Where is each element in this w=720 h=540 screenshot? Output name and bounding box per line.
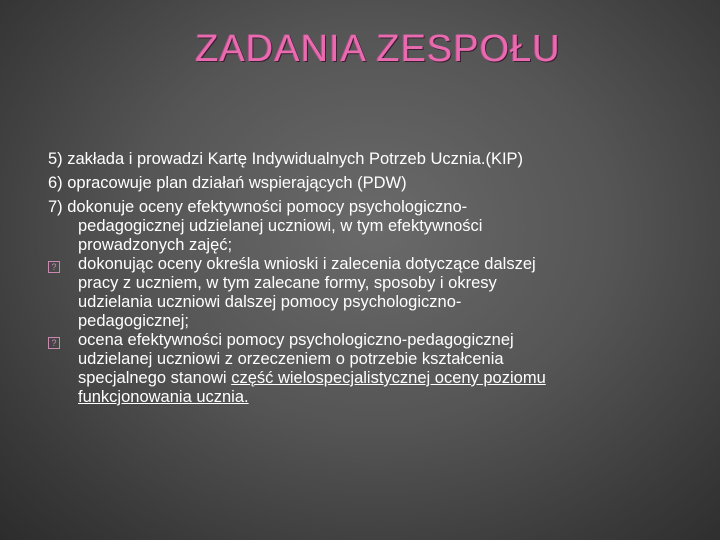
bullet-item-1-cont-2: udzielania uczniowi dalszej pomocy psychologiczno- [78,293,462,311]
bullet-item-2-cont-1: udzielanej uczniowi z orzeczeniem o potrzebie kształcenia [78,350,504,368]
bullet-item-1-cont-1: pracy z uczniem, w tym zalecane formy, sposoby i okresy [78,274,497,292]
slide-title: ZADANIA ZESPOŁU [195,28,561,70]
bullet-item-1-text: dokonując oceny określa wnioski i zalecenia dotyczące dalszej [78,255,536,273]
underlined-text-2: funkcjonowania ucznia. [78,388,249,406]
bullet-item-2-cont-2a: specjalnego stanowi [78,369,232,387]
bullet-item-2-cont-2 [48,369,688,388]
item-7-cont-1: pedagogicznej udzielanej uczniowi, w tym efektywności [78,217,483,235]
bullet-item-2 [48,331,688,350]
square-bullet-icon: ? [48,261,60,273]
bullet-item-1-cont-3: pedagogicznej; [78,312,190,330]
underlined-text-1: część wielospecjalistycznej oceny poziomu [231,369,546,387]
item-7-cont-2: prowadzonych zajęć; [78,236,233,254]
item-6: 6) opracowuje plan działań wspierających (PDW) [48,174,407,192]
square-bullet-icon: ? [48,337,60,349]
item-7: 7) dokonuje oceny efektywności pomocy psychologiczno- [48,198,468,216]
bullet-item-1 [48,255,688,274]
slide-body [48,150,688,407]
bullet-item-2-text: ocena efektywności pomocy psychologiczno-pedagogicznej [78,331,514,349]
item-5: 5) zakłada i prowadzi Kartę Indywidualnych Potrzeb Ucznia.(KIP) [48,150,524,168]
